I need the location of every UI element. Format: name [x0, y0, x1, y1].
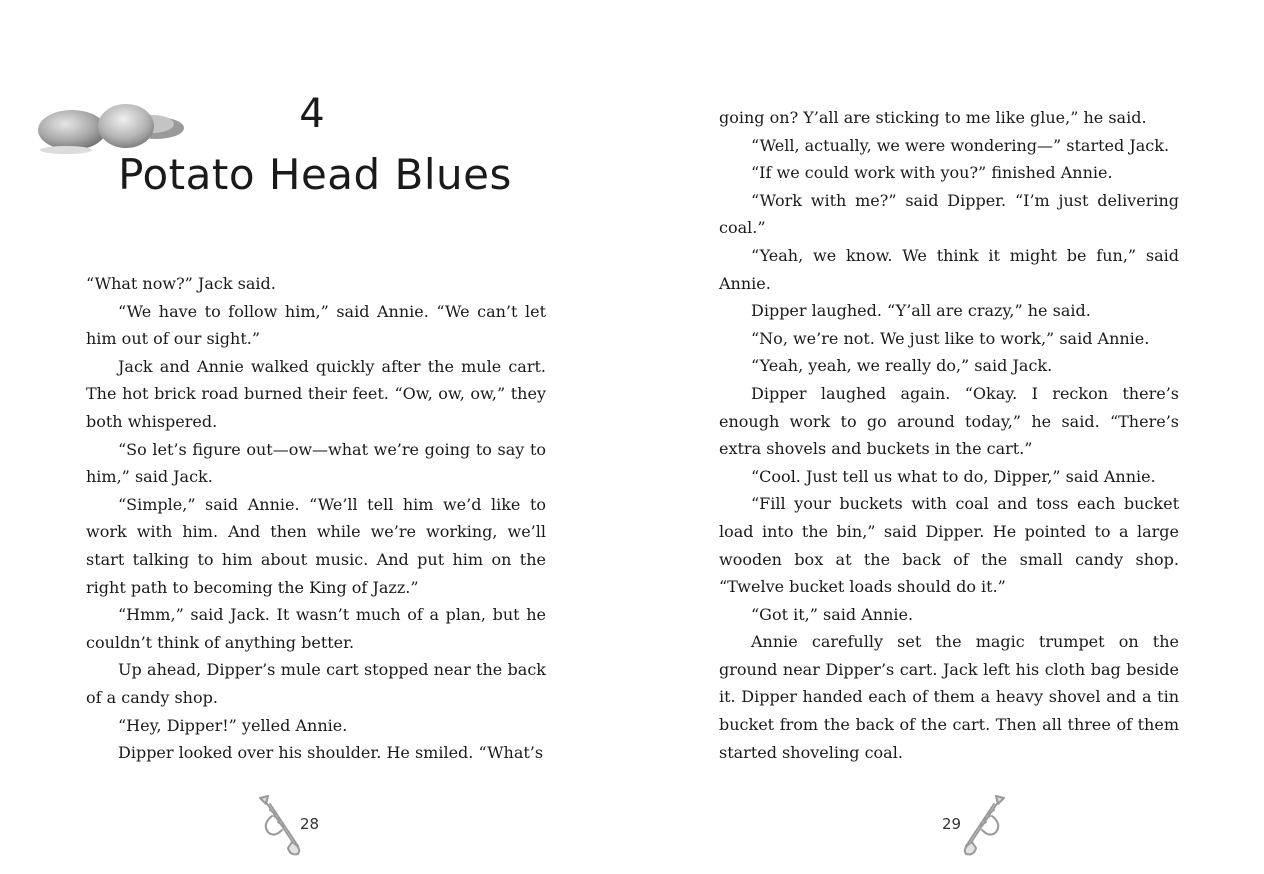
page-number: 29 [942, 815, 962, 833]
paragraph: “Simple,” said Annie. “We’ll tell him we’d like to work with him. And then while we’re working, we’ll start talking to him about music. And put him on the right path to becoming the King of Jazz.” [86, 494, 546, 597]
potatoes-illustration [36, 96, 188, 156]
chapter-title: Potato Head Blues [118, 150, 512, 199]
paragraph: “Yeah, we know. We think it might be fun,” said Annie. [719, 245, 1179, 293]
paragraph: “So let’s figure out—ow—what we’re going to say to him,” said Jack. [86, 439, 546, 487]
paragraph: “Cool. Just tell us what to do, Dipper,” said Annie. [751, 466, 1156, 486]
paragraph: Annie carefully set the magic trumpet on the ground near Dipper’s cart. Jack left his cloth bag beside it. Dipper handed each of them a heavy shovel and a tin bucket from the back of the cart. Then all three of them started shoveling coal. [719, 632, 1179, 762]
paragraph: “Hmm,” said Jack. It wasn’t much of a plan, but he couldn’t think of anything better. [86, 605, 546, 652]
paragraph: “If we could work with you?” finished Annie. [751, 163, 1113, 183]
paragraph: “Yeah, yeah, we really do,” said Jack. [751, 356, 1053, 376]
paragraph: “Hey, Dipper!” yelled Annie. [118, 715, 348, 735]
chapter-number: 4 [299, 91, 325, 137]
trumpet-icon [254, 794, 304, 856]
paragraph: “Work with me?” said Dipper. “I’m just delivering coal.” [719, 190, 1179, 238]
paragraph: Jack and Annie walked quickly after the mule cart. The hot brick road burned their feet. “Ow, ow, ow,” they both whispered. [86, 356, 546, 431]
right-page [632, 0, 1264, 874]
paragraph: “What now?” Jack said. [86, 274, 276, 293]
paragraph: “No, we’re not. We just like to work,” said Annie. [751, 328, 1150, 348]
paragraph: going on? Y’all are sticking to me like glue,” he said. [719, 108, 1147, 127]
paragraph: “Well, actually, we were wondering—” started Jack. [751, 135, 1170, 155]
paragraph: “Fill your buckets with coal and toss each bucket load into the bin,” said Dipper. He pointed to a large wooden box at the back of the small candy shop. “Twelve bucket loads should do it.” [719, 494, 1179, 597]
paragraph: Dipper laughed again. “Okay. I reckon there’s enough work to go around today,” he said. “There’s extra shovels and buckets in the cart.” [719, 383, 1179, 459]
page-number: 28 [300, 815, 320, 833]
right-page-text [719, 104, 1179, 766]
trumpet-icon [960, 794, 1010, 856]
left-page-text [86, 270, 546, 767]
paragraph: Dipper laughed. “Y’all are crazy,” he said. [751, 301, 1091, 321]
paragraph: “Got it,” said Annie. [751, 604, 914, 624]
paragraph: “We have to follow him,” said Annie. “We can’t let him out of our sight.” [86, 301, 546, 349]
paragraph: Dipper looked over his shoulder. He smiled. “What’s [118, 743, 544, 763]
paragraph: Up ahead, Dipper’s mule cart stopped near the back of a candy shop. [86, 660, 546, 707]
